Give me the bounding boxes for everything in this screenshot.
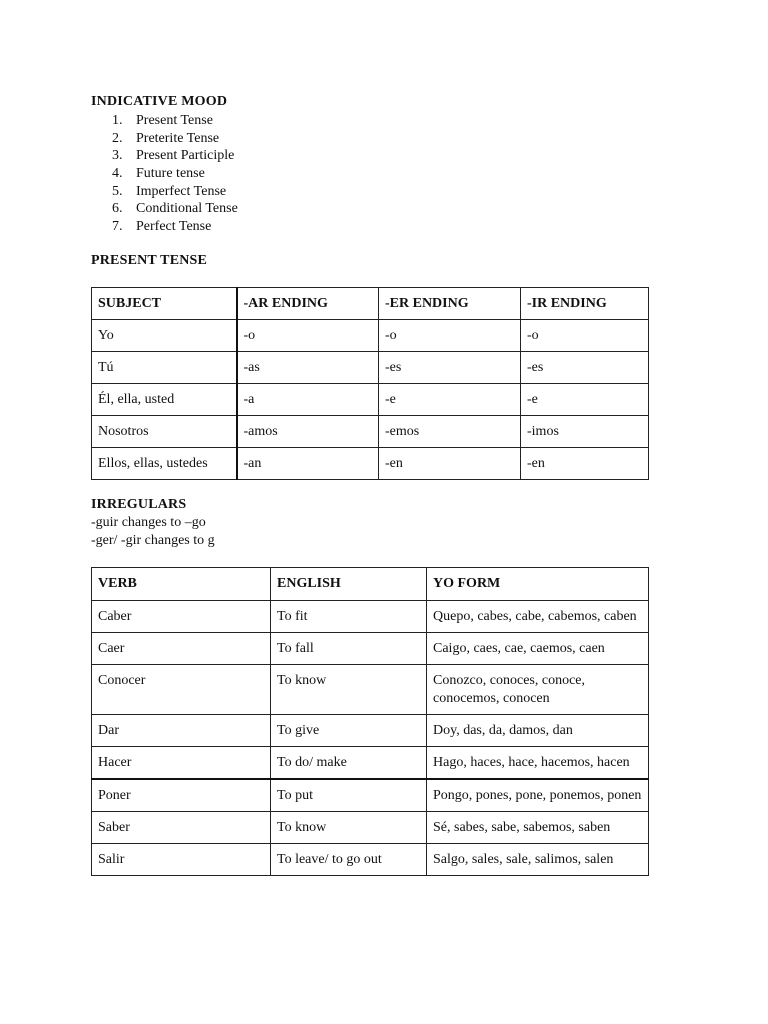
ir-ending-cell: -es <box>521 352 649 384</box>
list-item <box>112 165 238 183</box>
table-row <box>92 665 649 715</box>
ar-ending-cell: -amos <box>237 416 379 448</box>
column-header: -ER ENDING <box>379 288 521 320</box>
english-cell: To put <box>271 779 427 812</box>
column-header: SUBJECT <box>92 288 237 320</box>
verb-cell: Dar <box>92 715 271 747</box>
table-row <box>92 633 649 665</box>
list-label: Conditional Tense <box>136 201 238 217</box>
list-label: Present Participle <box>136 148 235 164</box>
subject-cell: Ellos, ellas, ustedes <box>92 448 237 480</box>
table-row <box>92 320 649 352</box>
irregular-note: -guir changes to –go <box>91 515 206 530</box>
irregulars-heading: IRREGULARS <box>91 497 187 512</box>
yo-form-cell: Conozco, conoces, conoce, conocemos, conocen <box>427 665 649 715</box>
present-tense-heading: PRESENT TENSE <box>91 253 208 268</box>
list-item <box>112 112 238 130</box>
list-number: 2. <box>112 130 123 146</box>
subject-cell: Tú <box>92 352 237 384</box>
list-label: Future tense <box>136 166 205 182</box>
indicative-mood-heading: INDICATIVE MOOD <box>91 94 228 109</box>
ar-ending-cell: -an <box>237 448 379 480</box>
verb-cell: Saber <box>92 812 271 844</box>
column-header: VERB <box>92 568 271 601</box>
list-label: Perfect Tense <box>136 219 212 235</box>
column-header: YO FORM <box>427 568 649 601</box>
table-row <box>92 715 649 747</box>
list-item <box>112 183 238 201</box>
list-item <box>112 218 238 236</box>
ir-ending-cell: -o <box>521 320 649 352</box>
column-header: -AR ENDING <box>237 288 379 320</box>
list-label: Preterite Tense <box>136 130 220 146</box>
er-ending-cell: -en <box>379 448 521 480</box>
ar-ending-cell: -as <box>237 352 379 384</box>
er-ending-cell: -es <box>379 352 521 384</box>
subject-cell: Nosotros <box>92 416 237 448</box>
verb-cell: Conocer <box>92 665 271 715</box>
yo-form-cell: Pongo, pones, pone, ponemos, ponen <box>427 779 649 812</box>
table-row <box>92 352 649 384</box>
subject-cell: Yo <box>92 320 237 352</box>
yo-form-cell: Sé, sabes, sabe, sabemos, saben <box>427 812 649 844</box>
yo-form-cell: Caigo, caes, cae, caemos, caen <box>427 633 649 665</box>
yo-form-cell: Hago, haces, hace, hacemos, hacen <box>427 747 649 780</box>
tense-list <box>112 112 238 236</box>
english-cell: To know <box>271 665 427 715</box>
ir-ending-cell: -imos <box>521 416 649 448</box>
table-row <box>92 779 649 812</box>
er-ending-cell: -e <box>379 384 521 416</box>
yo-form-cell: Doy, das, da, damos, dan <box>427 715 649 747</box>
verb-cell: Caer <box>92 633 271 665</box>
er-ending-cell: -o <box>379 320 521 352</box>
table-row <box>92 384 649 416</box>
english-cell: To fall <box>271 633 427 665</box>
present-tense-table <box>91 287 649 480</box>
ar-ending-cell: -a <box>237 384 379 416</box>
yo-form-cell: Salgo, sales, sale, salimos, salen <box>427 844 649 876</box>
verb-cell: Hacer <box>92 747 271 780</box>
table-row <box>92 448 649 480</box>
list-item <box>112 147 238 165</box>
list-label: Present Tense <box>136 113 213 128</box>
english-cell: To know <box>271 812 427 844</box>
table-row <box>92 747 649 780</box>
ir-ending-cell: -e <box>521 384 649 416</box>
table-header-row <box>92 288 649 320</box>
list-number: 7. <box>112 219 123 235</box>
list-number: 4. <box>112 166 123 182</box>
table-row <box>92 812 649 844</box>
english-cell: To give <box>271 715 427 747</box>
list-item <box>112 130 238 148</box>
table-row <box>92 601 649 633</box>
english-cell: To do/ make <box>271 747 427 780</box>
verb-cell: Salir <box>92 844 271 876</box>
table-header-row <box>92 568 649 601</box>
column-header: -IR ENDING <box>521 288 649 320</box>
table-row <box>92 844 649 876</box>
column-header: ENGLISH <box>271 568 427 601</box>
yo-form-cell: Quepo, cabes, cabe, cabemos, caben <box>427 601 649 633</box>
irregular-note: -ger/ -gir changes to g <box>91 533 215 548</box>
ar-ending-cell: -o <box>237 320 379 352</box>
verb-cell: Poner <box>92 779 271 812</box>
ir-ending-cell: -en <box>521 448 649 480</box>
er-ending-cell: -emos <box>379 416 521 448</box>
subject-cell: Él, ella, usted <box>92 384 237 416</box>
table-row <box>92 416 649 448</box>
list-number: 3. <box>112 148 123 164</box>
list-number: 1. <box>112 113 123 128</box>
list-number: 6. <box>112 201 123 217</box>
list-item <box>112 200 238 218</box>
english-cell: To leave/ to go out <box>271 844 427 876</box>
verb-cell: Caber <box>92 601 271 633</box>
list-number: 5. <box>112 183 123 199</box>
irregular-verbs-table <box>91 567 649 876</box>
list-label: Imperfect Tense <box>136 183 227 199</box>
english-cell: To fit <box>271 601 427 633</box>
